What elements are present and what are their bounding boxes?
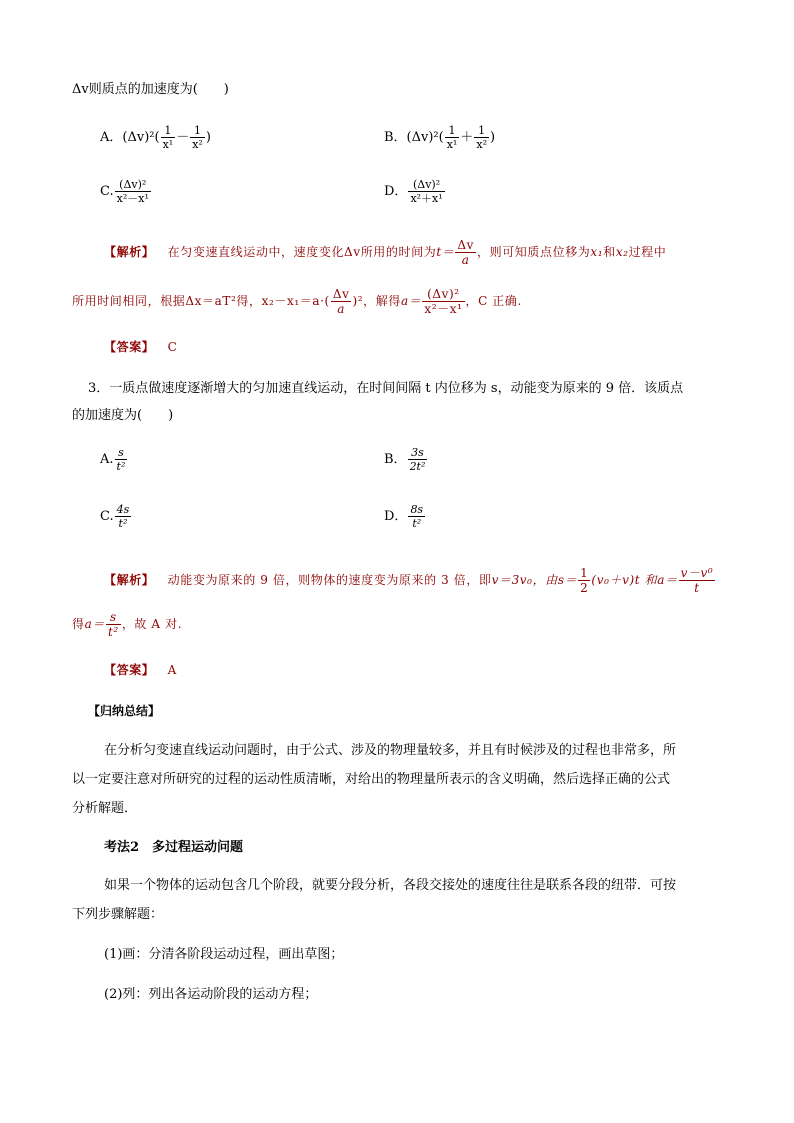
q3-option-b — [384, 446, 428, 473]
analysis-text: ，C 正确. — [465, 294, 522, 308]
frac-num: 4s — [116, 503, 130, 516]
frac-den: t² — [412, 517, 422, 530]
frac-den: x² — [476, 138, 487, 151]
q3-answer — [104, 661, 177, 679]
option-label: B． — [384, 452, 407, 467]
plus-sign: ＋ — [460, 130, 474, 145]
frac-num: v－v⁰ — [680, 566, 714, 580]
summary-line2: 以一定要注意对所研究的过程的运动性质清晰，对给出的物理量所表示的含义明确，然后选择正确的公式 — [72, 772, 671, 787]
analysis-text: 所用时间相同，根据Δx＝aT²得，x₂－x₁＝a·( — [72, 294, 330, 308]
option-label: B．(Δv)²( — [384, 130, 444, 145]
frac-den: x²－x¹ — [424, 302, 463, 316]
analysis-text: 和 — [603, 245, 616, 259]
analysis-text: ，故 A 对. — [121, 617, 183, 631]
math-expr: (v₀＋v)t 和 — [591, 573, 658, 587]
frac-num: (Δv)² — [115, 178, 151, 192]
method2-step1: (1)画：分清各阶段运动过程，画出草图； — [104, 947, 344, 962]
q2-option-a — [100, 124, 211, 151]
q3-option-c — [100, 503, 132, 530]
option-label: D． — [384, 184, 408, 199]
frac-num: 8s — [410, 503, 424, 516]
frac-den: x¹ — [162, 138, 174, 151]
q2-option-c — [100, 178, 152, 205]
frac-den: t² — [118, 517, 128, 530]
math-x2: x₂ — [615, 245, 629, 259]
answer-value: C — [167, 340, 178, 354]
frac-num: 1 — [474, 124, 489, 138]
frac-den: a — [337, 302, 346, 316]
frac-num: 1 — [580, 566, 589, 580]
method2-line2: 下列步骤解题： — [72, 907, 164, 922]
math-a: a＝ — [400, 294, 422, 308]
q3-stem-line2: 的加速度为( ) — [72, 408, 174, 423]
frac-num: 3s — [408, 446, 428, 460]
math-a: a＝ — [657, 573, 678, 587]
analysis-tag: 【解析】 — [104, 573, 155, 587]
math-s: s＝ — [557, 573, 578, 587]
paren: ) — [489, 130, 496, 145]
q3-option-d — [384, 503, 426, 530]
option-label: C. — [100, 184, 114, 199]
q2-option-d — [384, 178, 446, 205]
analysis-text: 得 — [72, 617, 85, 631]
analysis-text: )²，解得 — [352, 294, 401, 308]
option-label: C. — [100, 509, 114, 524]
q3-analysis-line2 — [72, 610, 182, 639]
math-a: a＝ — [84, 617, 105, 631]
minus-sign: － — [176, 130, 190, 145]
summary-line3: 分析解题． — [72, 801, 138, 816]
frac-den: x²－x¹ — [116, 192, 149, 205]
answer-tag: 【答案】 — [104, 663, 155, 677]
frac-num: 1 — [445, 124, 460, 138]
math-t: t＝ — [436, 245, 455, 259]
option-label: A. — [100, 452, 114, 467]
frac-den: t² — [107, 625, 119, 639]
q2-analysis-line1 — [104, 238, 666, 267]
frac-num: (Δv)² — [408, 178, 444, 192]
answer-value: A — [167, 663, 177, 677]
option-label: A．(Δv)²( — [100, 130, 160, 145]
q2-answer — [104, 338, 177, 356]
frac-den: 2 — [580, 581, 589, 595]
q2-stem: Δv则质点的加速度为( ) — [72, 82, 229, 97]
q2-analysis-line2 — [72, 287, 522, 316]
frac-den: x²＋x¹ — [410, 192, 443, 205]
method2-step2: (2)列：列出各运动阶段的运动方程； — [104, 987, 318, 1002]
frac-num: Δv — [457, 238, 474, 252]
method2-line1: 如果一个物体的运动包含几个阶段，就要分段分析，各段交接处的速度往往是联系各段的纽带．可按 — [104, 878, 677, 893]
paren: ) — [205, 130, 211, 145]
analysis-text: 在匀变速直线运动中，速度变化Δv所用的时间为 — [167, 245, 437, 259]
frac-num: 1 — [190, 124, 205, 138]
summary-line1: 在分析匀变速直线运动问题时，由于公式、涉及的物理量较多，并且有时候涉及的过程也非常多，所 — [104, 743, 677, 758]
math-v: v＝3v₀，由 — [491, 573, 558, 587]
frac-den: a — [461, 253, 470, 267]
frac-den: t² — [116, 460, 126, 473]
frac-den: x² — [192, 138, 203, 151]
frac-num: s — [106, 610, 121, 625]
q2-option-b — [384, 124, 495, 151]
analysis-text: ，则可知质点位移为 — [477, 245, 591, 259]
analysis-text: 动能变为原来的 9 倍，则物体的速度变为原来的 3 倍，即 — [167, 573, 492, 587]
answer-tag: 【答案】 — [104, 340, 155, 354]
frac-den: t — [694, 581, 700, 595]
method2-heading: 考法2 多过程运动问题 — [104, 840, 244, 855]
summary-heading: 【归纳总结】 — [88, 704, 161, 718]
q3-option-a — [100, 446, 128, 473]
frac-den: x¹ — [446, 138, 458, 151]
analysis-tag: 【解析】 — [104, 245, 155, 259]
frac-num: (Δv)² — [422, 287, 464, 302]
frac-den: 2t² — [409, 460, 426, 473]
option-label: D． — [384, 509, 408, 524]
frac-num: Δv — [332, 287, 350, 301]
q3-analysis-line1 — [104, 566, 716, 595]
frac-num: 1 — [161, 124, 176, 138]
analysis-text: 过程中 — [628, 245, 667, 259]
math-x1: x₁ — [590, 245, 604, 259]
frac-num: s — [115, 446, 128, 460]
q3-stem-line1: 3．一质点做速度逐渐增大的匀加速直线运动，在时间间隔 t 内位移为 s，动能变为原来的 9 倍．该质点 — [88, 381, 684, 396]
